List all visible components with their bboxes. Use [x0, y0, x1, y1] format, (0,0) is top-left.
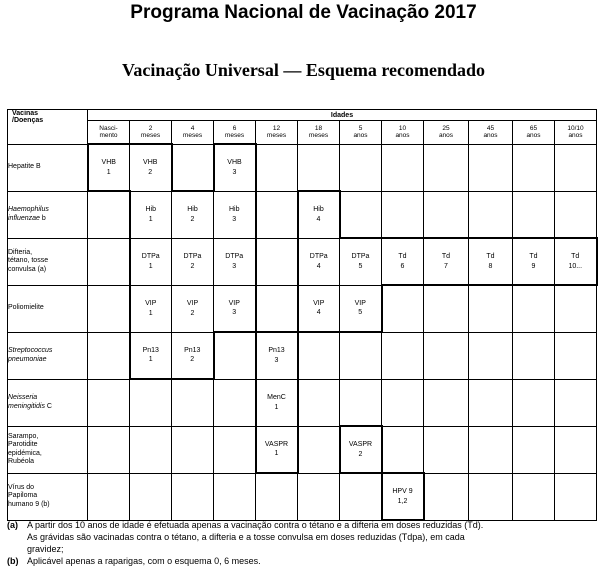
vaccine-dose-text: 3 [232, 262, 237, 270]
vaccine-dose-text: VASPR [348, 441, 373, 449]
disease-name-part: influenzae [8, 214, 40, 222]
age-label: 18 [314, 124, 323, 132]
disease-name-part: meningitidis [8, 402, 45, 410]
empty-cell [513, 379, 555, 426]
vaccine-dose-cell [469, 238, 513, 285]
vaccine-dose-text: 10... [568, 262, 583, 270]
vaccine-dose-cell [130, 191, 172, 238]
footnote-text: As grávidas são vacinadas contra o tétano, a difteria e a tosse convulsa em doses reduzidas (Tdpa), em cada [27, 532, 465, 542]
disease-name-part: Papiloma [8, 492, 38, 500]
vaccine-dose-cell [214, 191, 256, 238]
footnote-marker: (a) [7, 520, 18, 530]
vaccine-dose-text: Pn13 [184, 346, 201, 354]
vaccine-dose-text: Pn13 [142, 346, 159, 354]
vaccine-dose-cell [298, 238, 340, 285]
vaccine-dose-text: DTPa [225, 253, 244, 261]
vaccine-dose-text: 1 [274, 403, 279, 411]
age-label: 5 [358, 124, 363, 132]
vaccine-dose-text: 5 [358, 309, 363, 317]
vaccine-dose-text: DTPa [351, 253, 370, 261]
empty-cell [469, 285, 513, 332]
age-label: 12 [272, 124, 281, 132]
vaccine-dose-text: Pn13 [268, 347, 285, 355]
empty-cell [424, 285, 469, 332]
vaccine-dose-text: Td [486, 253, 495, 261]
vaccine-dose-text: Td [398, 253, 407, 261]
vaccine-dose-text: VHB [143, 159, 158, 167]
age-label: anos [483, 132, 498, 140]
disease-label [8, 191, 88, 238]
vaccine-dose-text: 7 [444, 262, 448, 270]
vaccine-dose-text: VIP [145, 300, 157, 308]
vaccines-diseases-header [8, 110, 88, 145]
disease-label [8, 379, 88, 426]
empty-cell [513, 144, 555, 191]
vaccine-dose-cell [340, 426, 382, 473]
vaccine-dose-text: 2 [358, 450, 363, 458]
empty-cell [555, 379, 597, 426]
empty-cell [256, 144, 298, 191]
idades-header-row [8, 110, 597, 121]
age-label: meses [308, 132, 329, 140]
vaccine-dose-text: 1 [148, 215, 153, 223]
disease-name-part: Vírus do [8, 483, 35, 491]
vaccine-dose-text: DTPa [183, 253, 202, 261]
empty-cell [469, 379, 513, 426]
footnotes [7, 519, 603, 567]
empty-cell [513, 332, 555, 379]
disease-name-part: convulsa (a) [8, 265, 47, 273]
age-label: 2 [148, 124, 153, 132]
vaccine-dose-text: Hib [145, 206, 156, 214]
age-header [256, 121, 298, 145]
vaccine-dose-text: VIP [228, 299, 240, 307]
vaccine-dose-text: 2 [190, 262, 195, 270]
vaccine-dose-text: 1 [148, 309, 153, 317]
empty-cell [382, 191, 424, 238]
footnote [7, 555, 603, 567]
vaccine-row [8, 285, 597, 332]
footnote-text: Aplicável apenas a raparigas, com o esquema 0, 6 meses. [27, 556, 261, 566]
empty-cell [298, 332, 340, 379]
age-label: 25 [442, 124, 450, 132]
vaccine-dose-text: VIP [186, 300, 199, 308]
empty-cell [340, 379, 382, 426]
empty-cell [424, 191, 469, 238]
vaccine-dose-cell [172, 238, 214, 285]
vaccine-dose-text: HPV 9 [392, 488, 413, 496]
empty-cell [172, 473, 214, 520]
empty-cell [555, 144, 597, 191]
vaccine-dose-text: 3 [232, 309, 237, 317]
age-label: meses [224, 132, 245, 139]
vaccine-dose-text: 3 [232, 168, 237, 176]
vaccine-dose-text: 3 [274, 356, 279, 364]
empty-cell [340, 191, 382, 238]
footnote-marker: (b) [7, 556, 19, 566]
vaccine-row [8, 473, 597, 520]
vaccine-row [8, 144, 597, 191]
disease-name-part: epidémica, [8, 449, 42, 457]
vaccine-dose-cell [130, 144, 172, 191]
vaccine-dose-text: Td [441, 253, 451, 261]
empty-cell [214, 426, 256, 473]
corner-label: /Doenças [12, 117, 44, 124]
disease-name-part: Streptococcus [8, 347, 53, 355]
age-label: 10/10 [567, 124, 584, 132]
vaccine-dose-text: VIP [354, 299, 366, 307]
empty-cell [555, 332, 597, 379]
age-label: meses [140, 132, 161, 139]
empty-cell [298, 426, 340, 473]
vaccine-dose-cell [298, 285, 340, 332]
disease-label [8, 332, 88, 379]
age-header [340, 121, 382, 145]
vaccine-dose-cell [382, 238, 424, 285]
vaccine-dose-text: 4 [316, 215, 321, 223]
empty-cell [555, 473, 597, 520]
age-header [214, 121, 256, 145]
age-header [513, 121, 555, 145]
disease-name-part: Poliomielite [8, 304, 44, 312]
empty-cell [130, 379, 172, 426]
empty-cell [214, 332, 256, 379]
vaccine-dose-text: 2 [190, 215, 195, 223]
empty-cell [172, 144, 214, 191]
empty-cell [555, 191, 597, 238]
empty-cell [340, 144, 382, 191]
age-label: anos [526, 132, 541, 140]
disease-name-part: Hepatite B [8, 163, 41, 171]
age-header [130, 121, 172, 145]
disease-label [8, 238, 88, 285]
empty-cell [256, 191, 298, 238]
vaccine-dose-text: DTPa [141, 253, 160, 261]
vaccine-dose-cell [214, 285, 256, 332]
age-label: meses [182, 132, 203, 140]
age-header [382, 121, 424, 145]
disease-name-part: tétano, tosse [8, 257, 49, 265]
empty-cell [424, 144, 469, 191]
vaccine-row [8, 426, 597, 473]
age-label: Nasci- [99, 124, 118, 132]
disease-name-part: Parotidite [8, 441, 38, 449]
vaccine-dose-cell [340, 238, 382, 285]
idades-header: Idades [88, 110, 597, 121]
vaccine-dose-cell [130, 238, 172, 285]
vaccine-dose-text: 1 [148, 356, 153, 364]
vaccine-row [8, 191, 597, 238]
disease-label [8, 426, 88, 473]
vaccine-dose-cell [340, 285, 382, 332]
empty-cell [469, 473, 513, 520]
empty-cell [172, 379, 214, 426]
empty-cell [256, 473, 298, 520]
disease-name-part: Neisseria [8, 394, 38, 402]
age-label: 10 [398, 124, 407, 132]
empty-cell [340, 473, 382, 520]
vaccine-dose-text: VIP [313, 299, 325, 307]
footnote-text: A partir dos 10 anos de idade é efetuada apenas a vacinação contra o tétano e a difteria em doses reduzidas (Td). [27, 520, 484, 530]
empty-cell [88, 426, 130, 473]
vaccine-dose-text: 9 [531, 262, 536, 270]
vaccine-dose-text: Td [571, 253, 580, 261]
vaccine-row [8, 332, 597, 379]
empty-cell [88, 191, 130, 238]
disease-label [8, 473, 88, 520]
disease-name-part: Difteria, [8, 248, 33, 256]
vaccine-dose-text: Hib [187, 206, 198, 214]
vaccine-dose-cell [256, 379, 298, 426]
empty-cell [130, 426, 172, 473]
empty-cell [513, 285, 555, 332]
age-header [298, 121, 340, 145]
age-header-row [8, 121, 597, 145]
vaccine-dose-text: 2 [190, 309, 195, 317]
empty-cell [513, 473, 555, 520]
age-header [172, 121, 214, 145]
vaccine-dose-cell [555, 238, 597, 285]
vaccine-dose-cell [256, 426, 298, 473]
corner-label: Vacinas [12, 110, 39, 117]
vaccine-dose-text: 1 [148, 262, 153, 270]
age-header [88, 121, 130, 145]
empty-cell [382, 285, 424, 332]
vaccine-dose-cell [172, 191, 214, 238]
vaccine-dose-cell [214, 238, 256, 285]
vaccine-dose-cell [88, 144, 130, 191]
disease-name-part: Haemophilus [8, 206, 49, 214]
empty-cell [88, 379, 130, 426]
empty-cell [172, 426, 214, 473]
vaccine-dose-text: DTPa [309, 253, 328, 261]
vaccine-dose-cell [172, 332, 214, 379]
disease-name-part: Rubéola [8, 457, 35, 465]
vaccine-dose-text: Hib [228, 206, 240, 214]
empty-cell [513, 191, 555, 238]
page-subtitle: Vacinação Universal — Esquema recomendado [121, 60, 485, 80]
vaccine-dose-text: MenC [267, 394, 286, 402]
vaccine-dose-cell [214, 144, 256, 191]
empty-cell [88, 285, 130, 332]
vaccine-dose-cell [172, 285, 214, 332]
empty-cell [555, 285, 597, 332]
disease-label [8, 144, 88, 191]
vaccine-row [8, 238, 597, 285]
empty-cell [298, 379, 340, 426]
disease-name-suffix: C [44, 402, 52, 410]
empty-cell [469, 191, 513, 238]
empty-cell [298, 473, 340, 520]
footnote [7, 519, 603, 555]
empty-cell [382, 144, 424, 191]
vaccine-dose-text: 5 [358, 262, 363, 270]
vaccine-dose-text: VHB [227, 159, 242, 167]
age-label: 65 [529, 124, 538, 132]
empty-cell [469, 426, 513, 473]
empty-cell [382, 379, 424, 426]
empty-cell [256, 285, 298, 332]
age-label: 45 [486, 124, 495, 132]
vaccine-dose-text: 3 [232, 215, 237, 223]
vaccine-dose-cell [513, 238, 555, 285]
age-label: anos [353, 132, 368, 140]
page-title: Programa Nacional de Vacinação 2017 [130, 2, 477, 23]
vaccine-dose-text: 2 [190, 356, 195, 364]
disease-name-part: humano 9 (b) [8, 500, 50, 508]
empty-cell [88, 238, 130, 285]
vaccine-dose-cell [256, 332, 298, 379]
empty-cell [424, 473, 469, 520]
age-label: 6 [232, 124, 237, 132]
age-label: anos [568, 132, 583, 140]
empty-cell [424, 379, 469, 426]
vaccine-dose-cell [130, 332, 172, 379]
age-header [469, 121, 513, 145]
vaccine-dose-text: 1 [274, 450, 279, 458]
vaccine-dose-cell [424, 238, 469, 285]
vaccine-dose-text: VASPR [264, 440, 289, 448]
vaccine-dose-text: Hib [313, 206, 324, 214]
age-label: anos [395, 132, 410, 140]
empty-cell [382, 426, 424, 473]
empty-cell [130, 473, 172, 520]
vaccine-dose-text: 1 [106, 168, 111, 176]
age-label: meses [266, 132, 287, 140]
vaccine-dose-text: 4 [316, 309, 321, 317]
vaccine-dose-cell [382, 473, 424, 520]
empty-cell [382, 332, 424, 379]
empty-cell [88, 473, 130, 520]
vaccine-dose-text: 8 [488, 262, 493, 270]
vaccine-dose-text: 6 [400, 262, 405, 270]
age-label: 4 [190, 124, 195, 132]
vaccine-dose-cell [130, 285, 172, 332]
empty-cell [424, 332, 469, 379]
empty-cell [469, 144, 513, 191]
empty-cell [214, 379, 256, 426]
empty-cell [469, 332, 513, 379]
empty-cell [88, 332, 130, 379]
vaccine-dose-text: 1,2 [397, 497, 408, 505]
vaccine-dose-text: 4 [316, 262, 321, 270]
empty-cell [555, 426, 597, 473]
age-header [555, 121, 597, 145]
disease-label [8, 285, 88, 332]
empty-cell [256, 238, 298, 285]
vaccination-schedule-table [7, 109, 598, 521]
age-header [424, 121, 469, 145]
empty-cell [424, 426, 469, 473]
disease-name-part: Sarampo, [8, 432, 39, 440]
vaccine-dose-text: Td [529, 253, 538, 261]
age-label: anos [438, 132, 454, 140]
empty-cell [214, 473, 256, 520]
vaccine-dose-text: 2 [148, 168, 153, 176]
disease-name-part: pneumoniae [8, 355, 47, 363]
empty-cell [298, 144, 340, 191]
vaccine-row [8, 379, 597, 426]
empty-cell [340, 332, 382, 379]
vaccine-dose-text: VHB [101, 159, 116, 167]
vaccine-dose-cell [298, 191, 340, 238]
age-label: mento [99, 132, 118, 139]
disease-name-suffix: b [39, 214, 46, 222]
footnote-text: gravidez; [27, 544, 64, 554]
empty-cell [513, 426, 555, 473]
